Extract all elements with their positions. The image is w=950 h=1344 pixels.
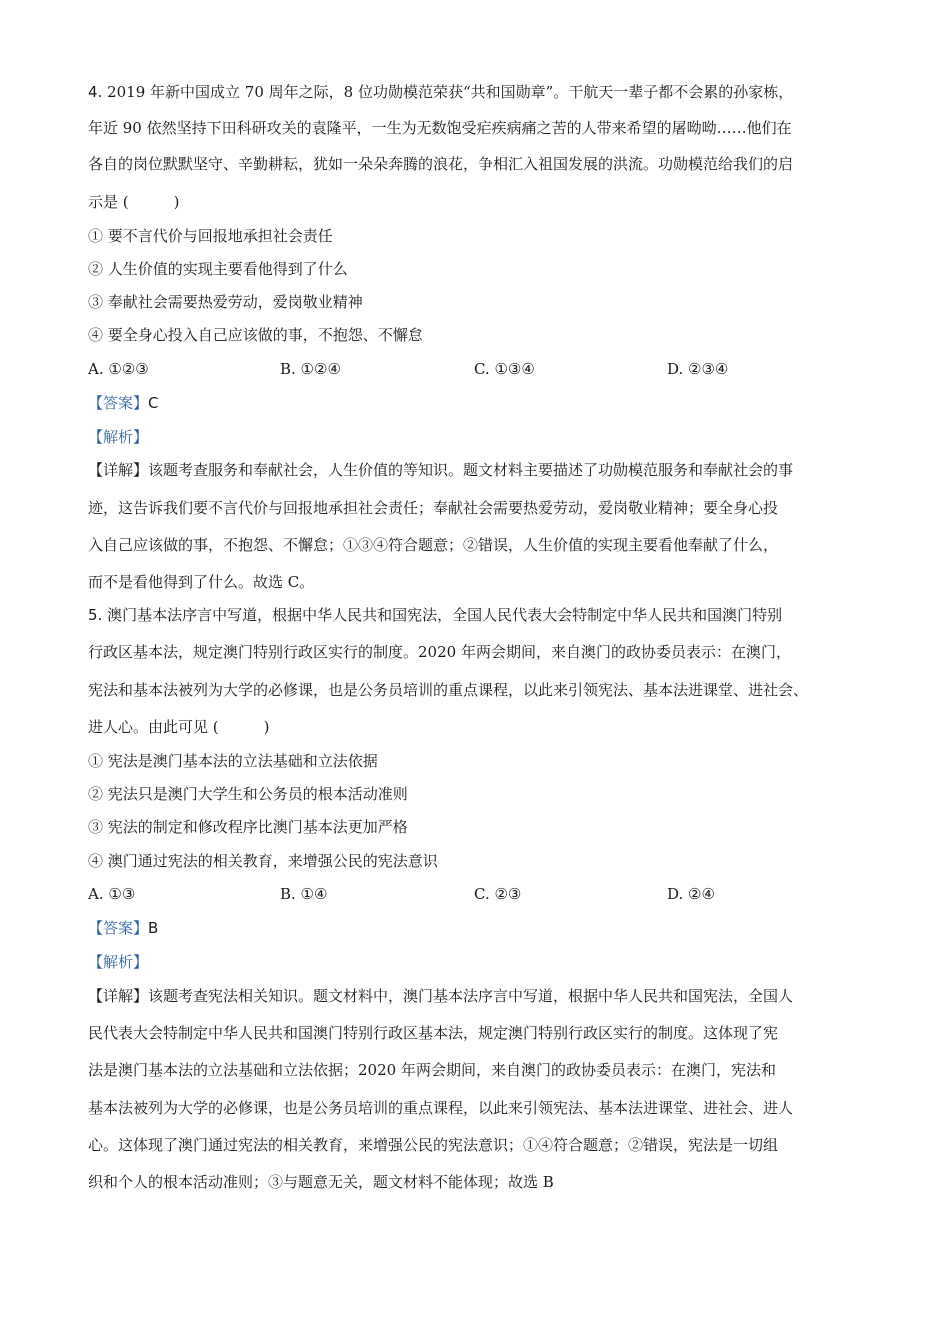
q5-detail-line-6: 织和个人的根本活动准则；③与题意无关，题文材料不能体现；故选 B: [88, 1173, 554, 1191]
q4-option-c: C. ①③④: [474, 360, 535, 378]
q5-answer: [88, 918, 158, 938]
q4-option-b: B. ①②④: [280, 360, 341, 378]
q5-item-1: ① 宪法是澳门基本法的立法基础和立法依据: [88, 752, 378, 770]
q4-analysis-tag: 【解析】: [88, 428, 149, 446]
q5-option-c: C. ②③: [474, 885, 522, 903]
q4-detail-line-2: 迹，这告诉我们要不言代价与回报地承担社会责任；奉献社会需要热爱劳动，爱岗敬业精神；要全身心投: [88, 499, 779, 517]
q4-detail-line-3: 入自己应该做的事，不抱怨、不懈怠；①③④符合题意；②错误，人生价值的实现主要看他奉献了什么，: [88, 536, 779, 554]
q5-detail-line-5: 心。这体现了澳门通过宪法的相关教育，来增强公民的宪法意识；①④符合题意；②错误，宪法是一切组: [88, 1136, 779, 1154]
q4-answer-value: C: [148, 394, 159, 412]
q5-stem-line-2: 行政区基本法，规定澳门特别行政区实行的制度。2020 年两会期间，来自澳门的政协委员表示：在澳门，: [88, 643, 791, 661]
q5-detail-line-2: 民代表大会特制定中华人民共和国澳门特别行政区基本法，规定澳门特别行政区实行的制度。这体现了宪: [88, 1024, 779, 1042]
q4-answer-tag: 【答案】: [88, 394, 149, 412]
q5-detail-line-3: 法是澳门基本法的立法基础和立法依据；2020 年两会期间，来自澳门的政协委员表示：在澳门，宪法和: [88, 1061, 776, 1079]
q4-stem-line-2: 年近 90 依然坚持下田科研攻关的袁隆平，一生为无数饱受疟疾病痛之苦的人带来希望的屠呦呦……他们在: [88, 119, 792, 137]
q5-number: 5: [88, 606, 98, 624]
q5-detail-tag: 【详解】: [88, 987, 149, 1005]
q4-stem-line-3: 各自的岗位默默坚守、辛勤耕耘，犹如一朵朵奔腾的浪花，争相汇入祖国发展的洪流。功勋模范给我们的启: [88, 155, 794, 173]
q5-answer-value: B: [148, 919, 159, 937]
q5-detail-line-1: 【详解】该题考查宪法相关知识。题文材料中，澳门基本法序言中写道，根据中华人民共和国宪法，全国人: [88, 987, 794, 1005]
q4-item-3: ③ 奉献社会需要热爱劳动，爱岗敬业精神: [88, 293, 363, 311]
q4-stem-line-4: 示是 ( ): [88, 193, 180, 211]
q4-item-2: ② 人生价值的实现主要看他得到了什么: [88, 260, 348, 278]
q5-item-4: ④ 澳门通过宪法的相关教育，来增强公民的宪法意识: [88, 852, 438, 870]
q4-detail-line-1: 【详解】该题考查服务和奉献社会，人生价值的等知识。题文材料主要描述了功勋模范服务和奉献社会的事: [88, 461, 794, 479]
q5-option-d: D. ②④: [667, 885, 715, 903]
q5-option-b: B. ①④: [280, 885, 328, 903]
q4-option-a: A. ①②③: [88, 360, 149, 378]
q4-detail-line-4: 而不是看他得到了什么。故选 C。: [88, 573, 315, 591]
q5-stem-line-4: 进人心。由此可见 ( ): [88, 718, 270, 736]
q5-option-a: A. ①③: [88, 885, 136, 903]
q5-stem-line-3: 宪法和基本法被列为大学的必修课，也是公务员培训的重点课程，以此来引领宪法、基本法进课堂、进社会、: [88, 681, 809, 699]
q5-detail-line-4: 基本法被列为大学的必修课，也是公务员培训的重点课程，以此来引领宪法、基本法进课堂、进社会、进人: [88, 1099, 794, 1117]
q5-item-2: ② 宪法只是澳门大学生和公务员的根本活动准则: [88, 785, 408, 803]
q4-option-d: D. ②③④: [667, 360, 729, 378]
q5-answer-tag: 【答案】: [88, 919, 149, 937]
q4-item-4: ④ 要全身心投入自己应该做的事，不抱怨、不懈怠: [88, 326, 423, 344]
q5-stem-line-1: 5. 澳门基本法序言中写道，根据中华人民共和国宪法，全国人民代表大会特制定中华人民共和国澳门特别: [88, 606, 783, 624]
q4-item-1: ① 要不言代价与回报地承担社会责任: [88, 227, 333, 245]
q4-number: 4: [88, 83, 98, 101]
q4-answer: [88, 393, 159, 413]
q5-analysis-tag: 【解析】: [88, 953, 149, 971]
q4-detail-tag: 【详解】: [88, 461, 149, 479]
q5-item-3: ③ 宪法的制定和修改程序比澳门基本法更加严格: [88, 818, 408, 836]
q4-stem-line-1: 4. 2019 年新中国成立 70 周年之际，8 位功勋模范荣获“共和国勋章”。干航天一辈子都不会累的孙家栋，: [88, 83, 794, 101]
